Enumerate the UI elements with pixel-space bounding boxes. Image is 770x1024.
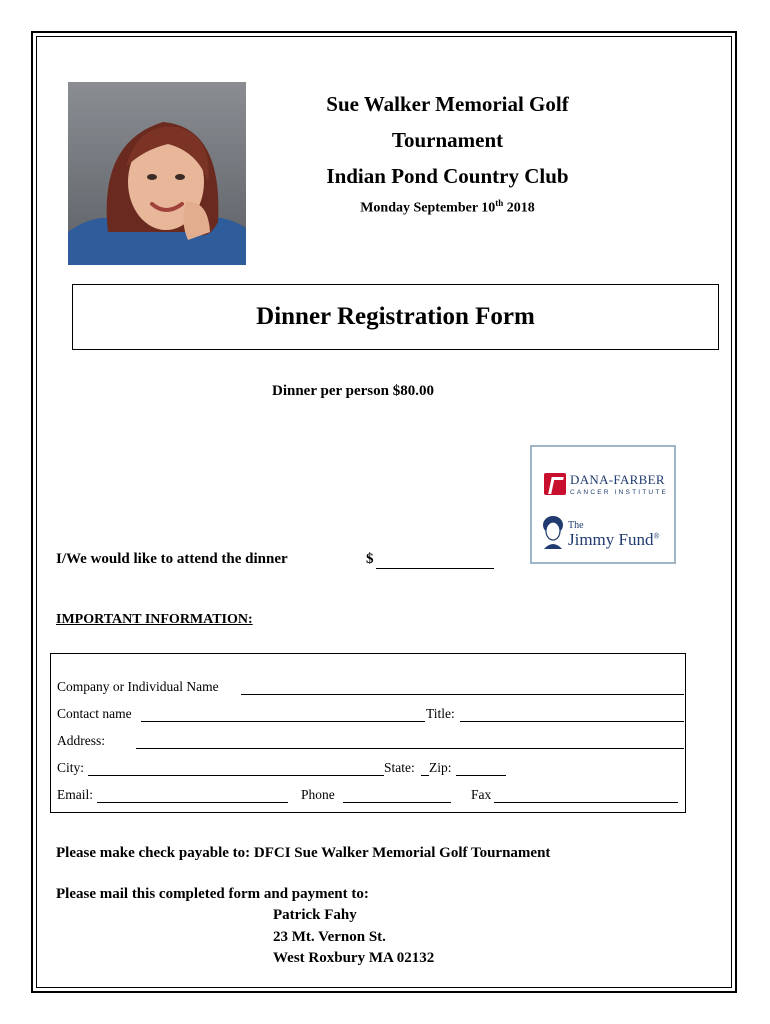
city-label: City: bbox=[57, 760, 85, 775]
address-field[interactable] bbox=[136, 748, 684, 749]
jimmy-fund-name-text: Jimmy Fund bbox=[568, 530, 654, 549]
mail-address-name: Patrick Fahy bbox=[273, 907, 357, 923]
city-field[interactable] bbox=[88, 775, 384, 776]
attend-amount-field[interactable] bbox=[376, 568, 494, 569]
form-title-box bbox=[72, 284, 719, 350]
fax-label: Fax bbox=[471, 787, 492, 802]
jimmy-fund-logo-icon bbox=[542, 515, 564, 549]
state-label: State: bbox=[384, 760, 415, 775]
phone-label: Phone bbox=[301, 787, 335, 802]
jimmy-fund-registered-mark: ® bbox=[653, 531, 660, 541]
email-field[interactable] bbox=[97, 802, 288, 803]
jimmy-fund-the: The bbox=[568, 520, 584, 531]
sponsor-logo-box bbox=[530, 445, 676, 564]
mail-instruction: Please mail this completed form and payment to: bbox=[56, 886, 369, 902]
phone-field[interactable] bbox=[343, 802, 451, 803]
event-title-line2: Tournament bbox=[391, 128, 504, 152]
event-title-block bbox=[300, 86, 595, 217]
portrait-photo bbox=[68, 82, 246, 265]
address-label: Address: bbox=[57, 733, 105, 748]
event-venue: Indian Pond Country Club bbox=[326, 164, 569, 188]
title-field[interactable] bbox=[460, 721, 684, 722]
important-info-heading: IMPORTANT INFORMATION: bbox=[56, 612, 253, 627]
contact-field[interactable] bbox=[141, 721, 425, 722]
form-title: Dinner Registration Form bbox=[256, 303, 535, 330]
dinner-price: Dinner per person $80.00 bbox=[272, 383, 434, 399]
mail-address-street: 23 Mt. Vernon St. bbox=[273, 929, 386, 945]
attend-currency: $ bbox=[366, 551, 374, 567]
event-title-line1: Sue Walker Memorial Golf bbox=[326, 92, 569, 116]
check-payable-instruction: Please make check payable to: DFCI Sue Walker Memorial Golf Tournament bbox=[56, 845, 551, 861]
event-date-year: 2018 bbox=[503, 200, 535, 216]
fax-field[interactable] bbox=[494, 802, 678, 803]
title-label: Title: bbox=[426, 706, 455, 721]
dana-farber-logo-icon bbox=[544, 473, 566, 495]
dana-farber-name: DANA-FARBER bbox=[570, 472, 665, 487]
mail-address-city: West Roxbury MA 02132 bbox=[273, 950, 435, 966]
contact-label: Contact name bbox=[57, 706, 132, 721]
company-field[interactable] bbox=[241, 694, 684, 695]
jimmy-fund-name bbox=[568, 530, 660, 550]
attend-label: I/We would like to attend the dinner bbox=[56, 551, 288, 567]
zip-field[interactable] bbox=[456, 775, 506, 776]
event-date-suffix: th bbox=[495, 198, 504, 208]
event-date-prefix: Monday September 10 bbox=[360, 200, 496, 216]
company-label: Company or Individual Name bbox=[57, 679, 219, 694]
state-field[interactable] bbox=[421, 775, 429, 776]
event-date bbox=[300, 198, 595, 217]
email-label: Email: bbox=[57, 787, 93, 802]
info-fields-box bbox=[50, 653, 686, 813]
zip-label: Zip: bbox=[429, 760, 452, 775]
dana-farber-subtitle: CANCER INSTITUTE bbox=[570, 489, 669, 496]
portrait-illustration bbox=[68, 82, 246, 265]
